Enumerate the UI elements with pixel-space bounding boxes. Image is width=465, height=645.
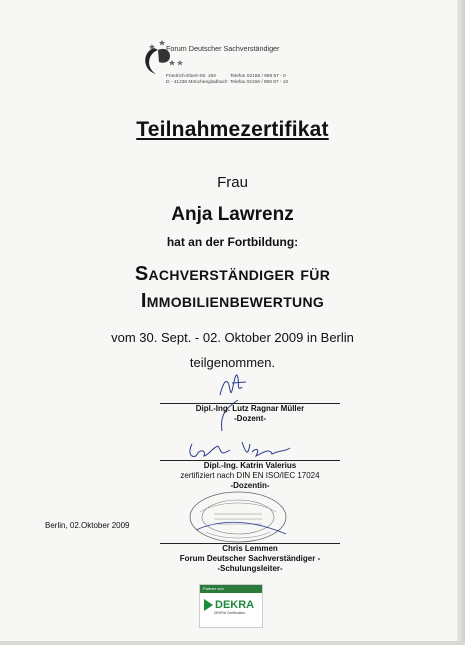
signature-2-role: -Dozentin- (230, 481, 270, 490)
organizer-contact (230, 74, 288, 86)
contact-line: Telefon 02166 / 998 67 - 0 (230, 74, 286, 79)
organizer-address (166, 74, 228, 86)
signature-3-block (150, 544, 350, 574)
place-date: Berlin, 02.Oktober 2009 (45, 521, 130, 530)
attended-text: teilgenommen. (189, 355, 276, 370)
partner-label: Partner von (200, 585, 262, 593)
address-line: D - 41236 Mönchengladbach (166, 80, 228, 85)
signature-1-block (160, 404, 340, 424)
signature-1-role: -Dozent- (234, 414, 266, 423)
course-title-line-2: Immobilienbewertung (140, 290, 325, 312)
signature-2-block (160, 461, 340, 491)
page-edge-shadow (457, 0, 465, 645)
signature-3-org: Forum Deutscher Sachverständiger - (179, 554, 321, 563)
page-bottom-edge (0, 641, 465, 645)
intro-text: hat an der Fortbildung: (166, 235, 299, 249)
course-title-line-1: Sachverständiger für (134, 263, 331, 285)
recipient-name: Anja Lawrenz (171, 204, 294, 225)
signature-1-handwriting (210, 365, 250, 435)
signature-1-name: Dipl.-Ing. Lutz Ragnar Müller (195, 404, 305, 413)
partner-brand: DEKRA (215, 599, 255, 611)
signature-3-role: -Schulungsleiter- (217, 564, 283, 573)
contact-line: Telefax 02166 / 998 67 - 10 (230, 80, 289, 85)
dekra-partner-logo (199, 584, 263, 628)
address-line: Friedrich-Ebert-Str. 193 (166, 74, 216, 79)
signature-2-note: zertifiziert nach DIN EN ISO/IEC 17024 (180, 471, 320, 480)
organizer-stamp (188, 490, 288, 544)
signature-3-name: Chris Lemmen (222, 544, 278, 553)
salutation: Frau (217, 174, 248, 191)
signature-2-handwriting (186, 438, 296, 462)
dekra-arrow-icon (204, 599, 214, 611)
signature-2-name: Dipl.-Ing. Katrin Valerius (203, 461, 297, 470)
organizer-name: Forum Deutscher Sachverständiger (166, 44, 280, 53)
partner-sub: DEKRA Certification (214, 611, 246, 615)
certificate-title: Teilnahmezertifikat (136, 118, 329, 141)
course-dates: vom 30. Sept. - 02. Oktober 2009 in Berlin (111, 330, 354, 345)
